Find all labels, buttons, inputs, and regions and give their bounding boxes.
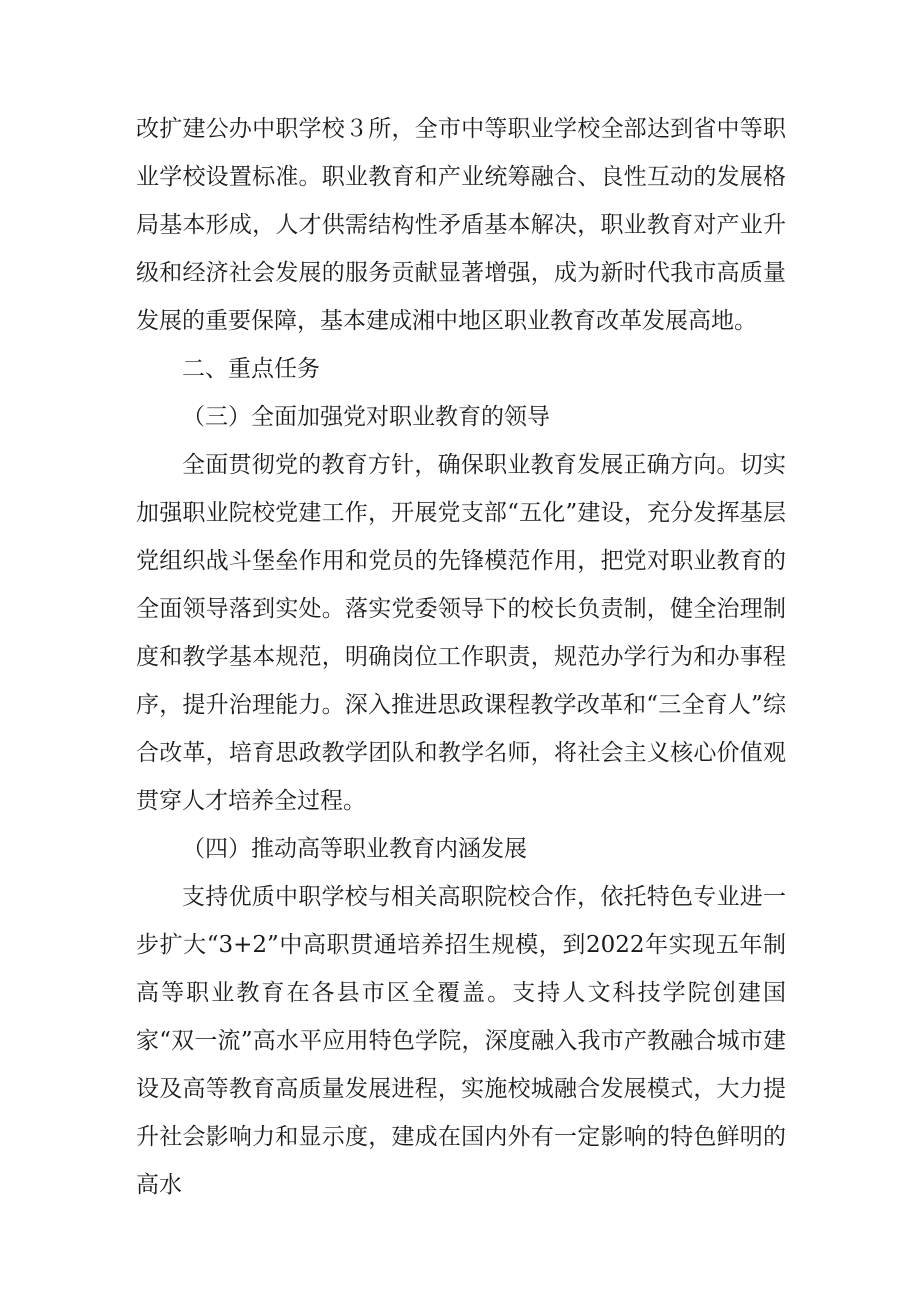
subsection-heading-four: （四）推动高等职业教育内涵发展 (182, 836, 527, 862)
body-paragraph-continued: 改扩建公办中职学校３所，全市中等职业学校全部达到省中等职业学校设置标准。职业教育和产业统筹融合、良性互动的发展格局基本形成，人才供需结构性矛盾基本解决，职业教育对产业升级和经济社会发展的服务贡献显著增强，成为新时代我市高质量发展的重要保障，基本建成湘中地区职业教育改革发展高地。 (136, 116, 786, 334)
subsection-heading-three: （三）全面加强党对职业教育的领导 (182, 404, 550, 430)
body-paragraph-higher-vocational: 支持优质中职学校与相关高职院校合作，依托特色专业进一步扩大“3+2”中高职贯通培养招生规模，到2022年实现五年制高等职业教育在各县市区全覆盖。支持人文科技学院创建国家“双一流”高水平应用特色学院，深度融入我市产教融合城市建设及高等教育高质量发展进程，实施校城融合发展模式，大力提升社会影响力和显示度，建成在国内外有一定影响的特色鲜明的高水 (136, 884, 786, 1198)
body-paragraph-party-leadership: 全面贯彻党的教育方针，确保职业教育发展正确方向。切实加强职业院校党建工作，开展党支部“五化”建设，充分发挥基层党组织战斗堡垒作用和党员的先锋模范作用，把党对职业教育的全面领导落到实处。落实党委领导下的校长负责制，健全治理制度和教学基本规范，明确岗位工作职责，规范办学行为和办事程序，提升治理能力。深入推进思政课程教学改革和“三全育人”综合改革，培育思政教学团队和教学名师，将社会主义核心价值观贯穿人才培养全过程。 (136, 452, 786, 814)
section-heading: 二、重点任务 (182, 356, 320, 382)
document-body (136, 105, 786, 1209)
